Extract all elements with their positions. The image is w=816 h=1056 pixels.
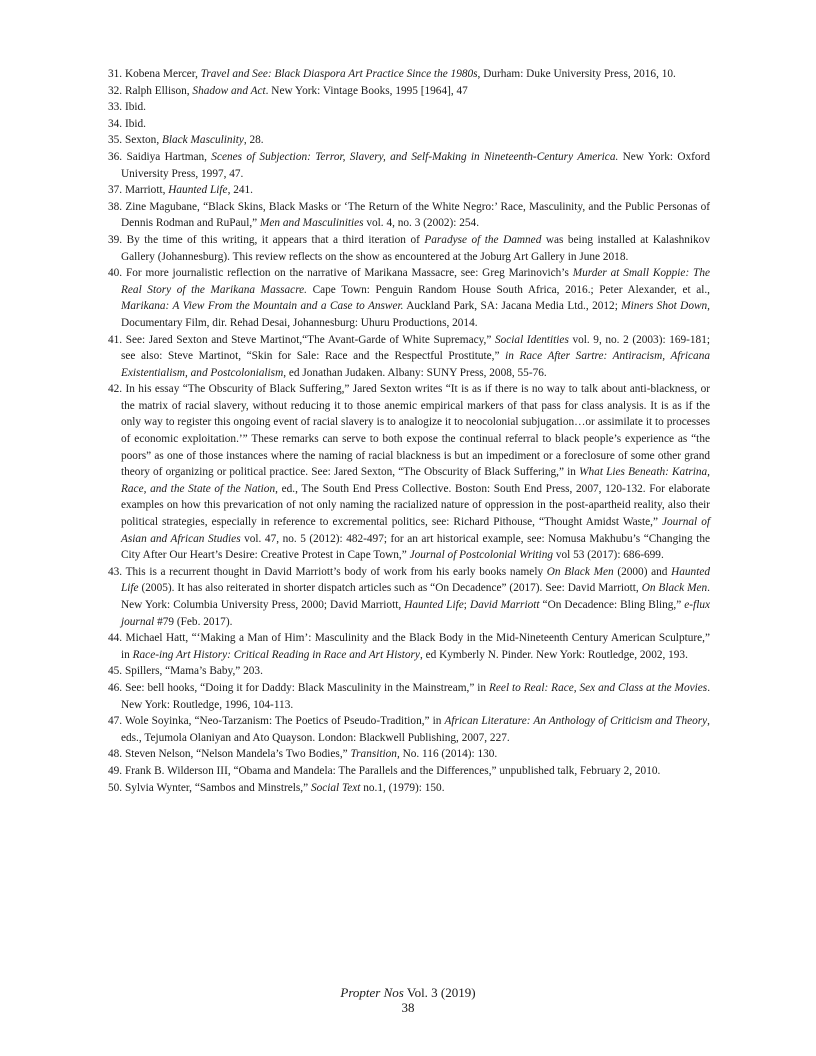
footer-citation [0, 985, 816, 1000]
endnote-number: 35. [108, 134, 123, 147]
endnote-title-italic: Journal of Postcolonial Writing [409, 549, 553, 562]
endnote-text: , Durham: Duke University Press, 2016, 10. [477, 68, 676, 80]
journal-volume: Vol. 3 (2019) [406, 985, 476, 1000]
endnote-title-italic: On Black Men [546, 565, 614, 578]
endnote-title-italic: On Black Men [641, 582, 708, 595]
endnote-text: , 28. [243, 134, 264, 147]
endnote-number: 38. [108, 200, 123, 213]
endnote-text: vol 53 (2017): 686-699. [553, 549, 664, 562]
endnote-text: New York: Oxford University Press, 1997, 47. [121, 150, 710, 180]
endnote-text: . New York: Vintage Books, 1995 [1964], 47 [265, 84, 468, 97]
endnote [108, 66, 710, 83]
endnote-text: . New York: Routledge, 1996, 104-113. [121, 681, 711, 711]
endnote-text: Zine Magubane, “Black Skins, Black Masks or ‘The Return of the White Negro:’ Race, Masculinity, and the Public Personas of Dennis Rodman and RuPaul,” [121, 200, 711, 230]
endnote [108, 116, 710, 133]
endnote-text: Kobena Mercer, [124, 68, 201, 80]
endnote [108, 630, 710, 663]
endnote [108, 265, 710, 331]
endnote-number: 44. [108, 632, 123, 645]
endnote-text: no.1, (1979): 150. [360, 781, 445, 794]
endnote-text: , ed Kymberly N. Pinder. New York: Routledge, 2002, 193. [419, 648, 688, 661]
endnote-number: 43. [108, 565, 123, 578]
endnote-title-italic: Haunted Life [121, 565, 710, 595]
endnote-number: 33. [108, 101, 123, 114]
endnote-number: 41. [108, 333, 123, 346]
endnote-title-italic: Black Masculinity [161, 134, 244, 147]
endnote-text: This is a recurrent thought in David Marriott’s body of work from his early books namely [125, 565, 547, 578]
endnote-number: 31. [108, 68, 123, 80]
endnote-number: 40. [108, 267, 123, 280]
endnote-title-italic: Haunted Life [404, 599, 464, 611]
endnote [108, 680, 710, 713]
endnotes-list [108, 66, 710, 796]
endnote-text: Spillers, “Mama’s Baby,” 203. [124, 665, 263, 678]
endnote-title-italic: African Literature: An Anthology of Criticism and Theory [444, 715, 708, 728]
endnote-text: (2000) and [613, 565, 672, 578]
endnote-text: No. 116 (2014): 130. [399, 748, 498, 761]
endnote-number: 37. [108, 184, 123, 197]
endnote-text: Saidiya Hartman, [126, 150, 212, 163]
endnote-text: , eds., Tejumola Olaniyan and Ato Quayson. London: Blackwell Publishing, 2007, 227. [121, 715, 710, 744]
endnote-title-italic: Transition, [350, 748, 400, 761]
endnote-number: 48. [108, 748, 123, 761]
endnote-title-italic: Travel and See: Black Diaspora Art Practice Since the 1980s [200, 68, 478, 80]
endnote-number: 36. [108, 150, 123, 163]
endnote-text: Steven Nelson, “Nelson Mandela’s Two Bodies,” [124, 748, 351, 761]
page-number: 38 [401, 1000, 415, 1015]
endnote-title-italic: e-flux journal [121, 599, 710, 628]
endnote-text: , 241. [227, 184, 253, 197]
endnote-text: vol. 4, no. 3 (2002): 254. [363, 217, 480, 230]
endnote [108, 713, 710, 746]
endnote [108, 232, 710, 265]
endnote-title-italic: Journal of Asian and African Studies [121, 516, 710, 545]
endnote-title-italic: Reel to Real: Race, Sex and Class at the Movies [489, 681, 708, 694]
endnote-title-italic: Men and Masculinities [260, 217, 364, 230]
endnote [108, 332, 710, 382]
endnote-number: 32. [108, 84, 123, 97]
endnote-text: , ed., The South End Press Collective. Boston: South End Press, 2007, 120-132. For elaborate examples on how this prevarication of not only naming the racialized nature of oppression in the post-apartheid reality, also their political strategies, especially in reference to excremental politics, see: Richard Pithouse, “Thought Amidst Waste,” [121, 482, 711, 529]
endnote-text: Auckland Park, SA: Jacana Media Ltd., 2012; [403, 300, 622, 313]
endnote-text: Ralph Ellison, [124, 84, 193, 97]
endnote-text: “On Decadence: Bling Bling,” [539, 599, 685, 611]
endnote-text: In his essay “The Obscurity of Black Suffering,” Jared Sexton writes “It is as if there is no way to talk about anti-blackness, or the matrix of racial slavery, without reducing it to those anemic empirical markers of that pass for class analysis. It is as if the only way to register this ongoing event of racial slavery is to analogize it to neocolonial subjugation…or assimilate it to processes of economic exploitation.’” These remarks can serve to both expose the continual referral to black people’s experience as “the poors” as one of those instances where the naming of racial blackness is but an impediment or a foreclosure of some other grand theory of organizing or political practice. See: Jared Sexton, “The Obscurity of Black Suffering,” in [121, 383, 710, 479]
endnote [108, 780, 710, 797]
endnote-text: Michael Hatt, “‘Making a Man of Him’: Masculinity and the Black Body in the Mid-Nineteenth Century American Sculpture,” in [121, 632, 710, 661]
endnote-text: vol. 47, no. 5 (2012): 482-497; for an art historical example, see: Nomusa Makhubu’s “Changing the City After Our Heart’s Desire: Creative Protest in Cape Town,” [121, 532, 710, 562]
endnote-text: By the time of this writing, it appears that a third iteration of [126, 233, 425, 246]
endnote-title-italic: Haunted Life [168, 184, 228, 197]
endnote-text: Frank B. Wilderson III, “Obama and Mandela: The Parallels and the Differences,” unpublished talk, February 2, 2010. [124, 764, 661, 777]
journal-name: Propter Nos [340, 985, 404, 1000]
endnote [108, 132, 710, 149]
endnote-text: For more journalistic reflection on the narrative of Marikana Massacre, see: Greg Marinovich’s [125, 267, 573, 280]
endnote-title-italic: Race-ing Art History: Critical Reading in Race and Art History [132, 648, 420, 661]
endnote-text: Wole Soyinka, “Neo-Tarzanism: The Poetics of Pseudo-Tradition,” in [124, 715, 445, 728]
endnote-number: 39. [108, 233, 123, 246]
endnote [108, 763, 710, 780]
endnote-title-italic: Social Identities [494, 333, 569, 346]
endnote [108, 83, 710, 100]
endnote-title-italic: Scenes of Subjection: Terror, Slavery, and Self-Making in Nineteenth-Century America. [211, 150, 619, 163]
endnote-title-italic: Shadow and Act [192, 84, 266, 97]
endnote-text: Ibid. [124, 117, 146, 130]
endnote [108, 663, 710, 680]
endnote-number: 49. [108, 764, 123, 777]
endnote-title-italic: Paradyse of the Damned [424, 233, 542, 246]
endnote-text: Sylvia Wynter, “Sambos and Minstrels,” [124, 781, 311, 794]
endnote [108, 149, 710, 182]
endnote [108, 182, 710, 199]
endnote [108, 99, 710, 116]
endnote-number: 47. [108, 715, 123, 728]
endnote-text: See: Jared Sexton and Steve Martinot,“The Avant-Garde of White Supremacy,” [125, 333, 495, 346]
endnote-text: , ed Jonathan Judaken. Albany: SUNY Press, 2008, 55-76. [283, 366, 547, 379]
endnote-text: ; [463, 599, 470, 611]
endnote-title-italic: Marikana: A View From the Mountain and a Case to Answer. [121, 300, 404, 313]
page-footer [0, 985, 816, 1015]
endnote-number: 34. [108, 117, 123, 130]
endnote-text: vol. 9, no. 2 (2003): 169-181; see also: Steve Martinot, “Skin for Sale: Race and the Respectful Prostitute,” [121, 333, 710, 363]
endnote-text: #79 (Feb. 2017). [154, 615, 233, 628]
endnote-text: . New York: Columbia University Press, 2000; David Marriott, [121, 582, 710, 611]
endnote-title-italic: Murder at Small Koppie: The Real Story of the Marikana Massacre. [121, 267, 710, 296]
endnote-number: 42. [108, 383, 123, 396]
endnote-text: Cape Town: Penguin Random House South Africa, 2016.; Peter Alexander, et al., [307, 283, 711, 296]
endnote-text: Sexton, [124, 134, 162, 147]
endnote-text: See: bell hooks, “Doing it for Daddy: Black Masculinity in the Mainstream,” in [125, 681, 490, 694]
endnote-text: was being installed at Kalashnikov Gallery (Johannesburg). This review reflects on the show as encountered at the Joburg Art Gallery in June 2018. [121, 233, 710, 263]
endnote-number: 50. [108, 781, 123, 794]
endnote-title-italic: Miners Shot Down, [621, 300, 710, 313]
endnote [108, 564, 710, 630]
endnote-text: (2005). It has also reiterated in shorter dispatch articles such as “On Decadence” (2017). See: David Marriott, [138, 582, 642, 595]
endnote [108, 381, 710, 564]
endnote [108, 199, 710, 232]
endnote-title-italic: What Lies Beneath: Katrina, Race, and the State of the Nation [121, 466, 710, 495]
endnote-title-italic: David Marriott [469, 599, 540, 611]
endnote-title-italic: in Race After Sartre: Antiracism, Africana Existentialism, and Postcolonialism [121, 350, 710, 379]
endnote-number: 45. [108, 665, 123, 678]
endnote-text: Ibid. [124, 101, 146, 114]
endnote [108, 746, 710, 763]
endnote-number: 46. [108, 681, 123, 694]
endnote-text: Marriott, [124, 184, 169, 197]
endnote-title-italic: Social Text [310, 781, 361, 794]
endnote-text: Documentary Film, dir. Rehad Desai, Johannesburg: Uhuru Productions, 2014. [121, 316, 478, 329]
